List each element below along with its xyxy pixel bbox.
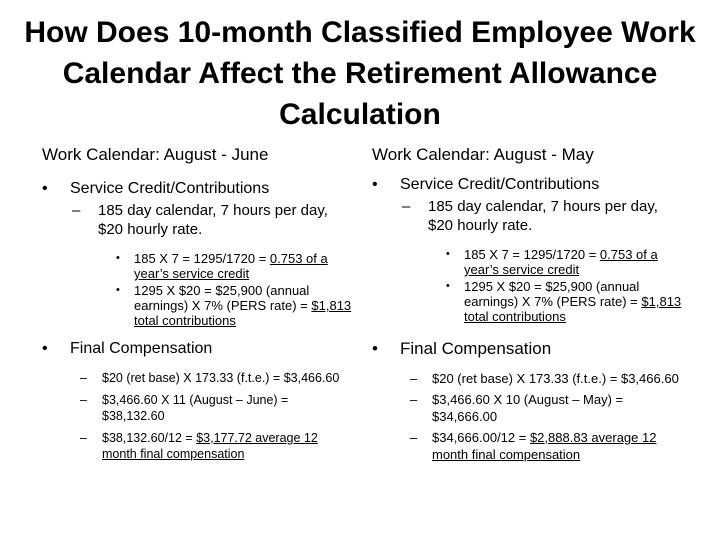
right-final-item-3 <box>372 429 682 463</box>
dash-icon: – <box>80 431 87 445</box>
left-final-comp-label: Final Compensation <box>70 340 213 357</box>
left-service-detail-item <box>42 201 352 239</box>
dash-icon: – <box>410 371 418 386</box>
left-service-item <box>42 178 352 200</box>
right-final-comp-item <box>372 338 682 360</box>
left-final-item-1 <box>42 370 352 386</box>
left-calc1-result: 0.753 of a year’s service credit <box>134 251 328 281</box>
slide-title: How Does 10-month Classified Employee Work Calendar Affect the Retirement Allowance Calculation <box>24 16 696 131</box>
left-calc1-item <box>42 251 352 281</box>
left-column <box>42 144 352 462</box>
bullet-icon: • <box>42 340 48 357</box>
right-final-item-2 <box>372 391 682 425</box>
right-calc2-prefix: 1295 X $20 = $25,900 (annual earnings) X 7% (PERS rate) = <box>464 279 642 309</box>
left-final-comp-item <box>42 338 352 360</box>
right-service-detail-item <box>372 197 682 235</box>
right-column <box>372 144 682 463</box>
right-calc1-item <box>372 247 682 277</box>
right-final-item-1-text: $20 (ret base) X 173.33 (f.t.e.) = $3,466.60 <box>432 371 679 386</box>
right-service-item <box>372 174 682 196</box>
left-final-item-2-text: $3,466.60 X 11 (August – June) = $38,132.60 <box>102 393 289 423</box>
right-final-item-3-result: $2,888.83 average 12 month final compensation <box>432 430 657 462</box>
bullet-icon: • <box>372 176 378 193</box>
left-calc2-result: $1,813 total contributions <box>134 298 352 328</box>
right-final-item-2-text: $3,466.60 X 10 (August – May) = $34,666.00 <box>432 392 624 424</box>
left-final-item-2 <box>42 392 352 424</box>
left-calc2-prefix: 1295 X $20 = $25,900 (annual earnings) X 7% (PERS rate) = <box>134 283 312 313</box>
right-final-item-1 <box>372 370 682 387</box>
right-final-item-3-text: $34,666.00/12 = <box>432 430 530 445</box>
left-final-item-3-result: $3,177.72 average 12 month final compensation <box>102 431 318 461</box>
right-heading: Work Calendar: August - May <box>372 145 594 164</box>
dash-icon: – <box>72 202 81 219</box>
dash-icon: – <box>80 393 87 407</box>
right-calc1-result: 0.753 of a year’s service credit <box>464 247 658 277</box>
right-calc1-prefix: 185 X 7 = 1295/1720 = <box>464 247 600 262</box>
bullet-icon: • <box>116 252 120 264</box>
left-service-detail: 185 day calendar, 7 hours per day, $20 hourly rate. <box>98 202 328 238</box>
bullet-icon: • <box>446 248 450 260</box>
dash-icon: – <box>410 392 418 407</box>
right-calc2-item <box>372 279 682 324</box>
right-service-label: Service Credit/Contributions <box>400 176 600 193</box>
dash-icon: – <box>410 430 418 445</box>
bullet-icon: • <box>372 339 378 358</box>
bullet-icon: • <box>42 180 48 197</box>
left-final-item-3-text: $38,132.60/12 = <box>102 431 197 445</box>
right-final-comp-label: Final Compensation <box>400 339 552 358</box>
left-calc1-prefix: 185 X 7 = 1295/1720 = <box>134 251 270 266</box>
right-service-detail: 185 day calendar, 7 hours per day, $20 hourly rate. <box>428 198 658 234</box>
left-final-item-1-text: $20 (ret base) X 173.33 (f.t.e.) = $3,466.60 <box>102 371 340 385</box>
bullet-icon: • <box>116 284 120 296</box>
left-final-item-3 <box>42 430 352 462</box>
bullet-icon: • <box>446 280 450 292</box>
left-calc2-item <box>42 283 352 328</box>
dash-icon: – <box>402 198 411 215</box>
dash-icon: – <box>80 371 87 385</box>
right-calc2-result: $1,813 total contributions <box>464 294 682 324</box>
left-service-label: Service Credit/Contributions <box>70 180 270 197</box>
left-heading: Work Calendar: August - June <box>42 145 269 164</box>
